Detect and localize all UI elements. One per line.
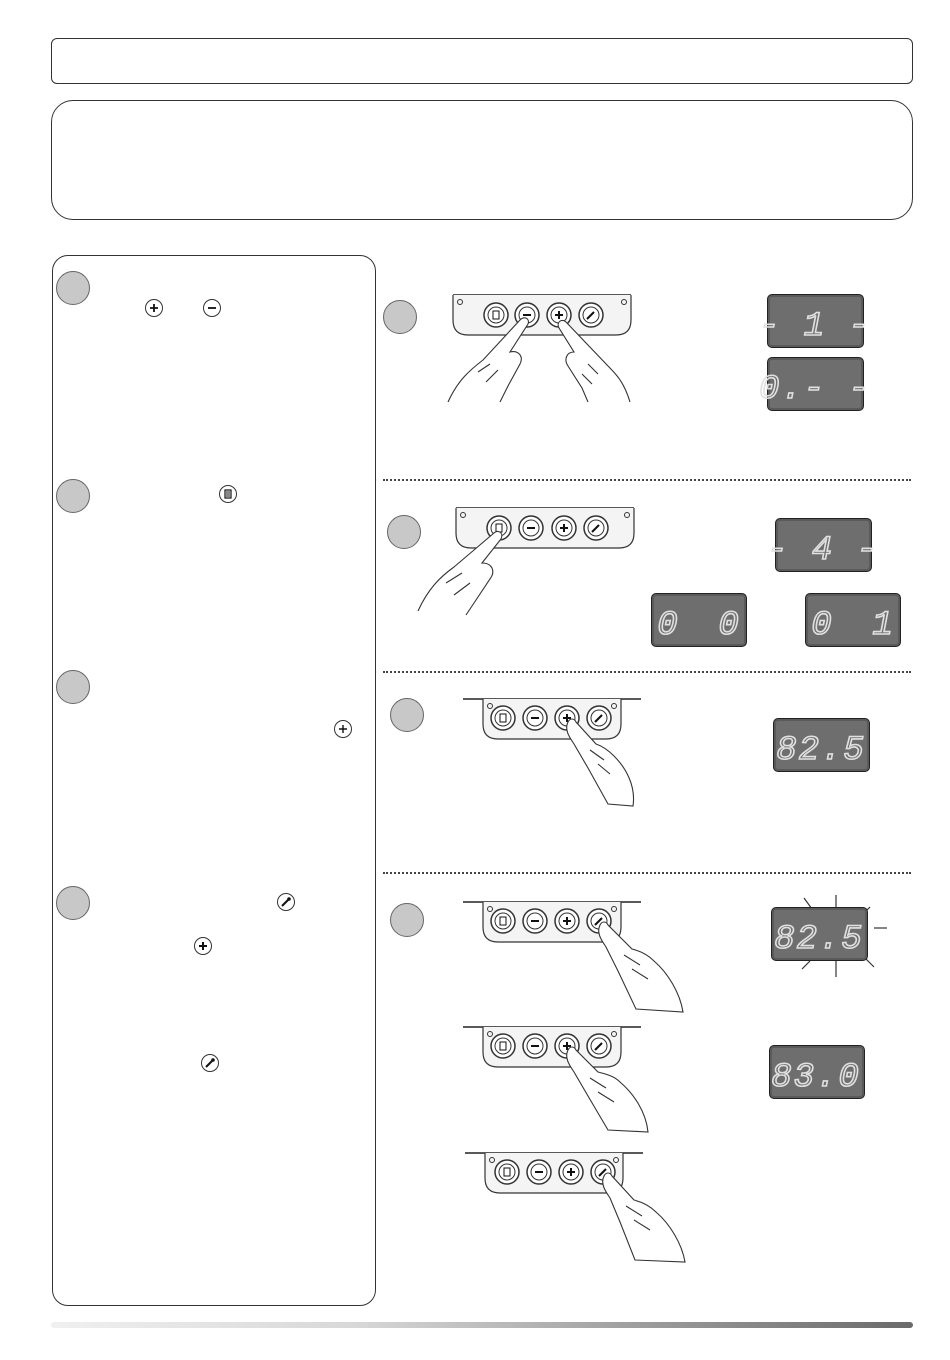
step-badge-3 (56, 670, 90, 704)
svg-text:0 0: 0 0 (657, 607, 739, 645)
menu-button (484, 303, 508, 327)
step-badge-2 (56, 479, 90, 513)
svg-text:0 1: 0 1 (811, 607, 893, 645)
separator (383, 671, 911, 673)
footer-bar (51, 1322, 913, 1328)
plus-icon (145, 299, 163, 317)
wrench-icon (277, 893, 295, 911)
lcd-display (769, 1045, 865, 1099)
menu-button (491, 706, 515, 730)
control-panel-illustration (460, 1148, 690, 1266)
plus-button (559, 1160, 583, 1184)
minus-button (519, 516, 543, 540)
menu-icon (219, 485, 237, 503)
lcd-display (766, 518, 880, 572)
menu-button (491, 1034, 515, 1058)
control-panel-illustration (448, 290, 638, 410)
plus-button (555, 909, 579, 933)
svg-text:0.- -: 0.- - (758, 371, 872, 409)
hand (603, 1173, 685, 1262)
minus-button (523, 1034, 547, 1058)
minus-button (523, 706, 547, 730)
wrench-button (587, 1034, 611, 1058)
plus-button (552, 516, 576, 540)
control-panel-illustration (458, 1022, 658, 1137)
svg-text:82.5: 82.5 (774, 921, 864, 959)
figure-badge-4 (390, 903, 424, 937)
control-panel-illustration (416, 503, 636, 618)
svg-text:83.0: 83.0 (771, 1059, 861, 1097)
svg-text:- 1 -: - 1 - (758, 308, 872, 346)
plus-icon (194, 937, 212, 955)
menu-button (491, 909, 515, 933)
menu-button (495, 1160, 519, 1184)
plus-icon (334, 720, 352, 738)
lcd-display-flashing (771, 907, 868, 961)
figure-badge-1 (383, 300, 417, 334)
wrench-button (579, 303, 603, 327)
lcd-display (758, 357, 872, 411)
lcd-display (651, 593, 747, 647)
control-panel-illustration (458, 897, 698, 1017)
lcd-display (758, 294, 872, 348)
control-panel-illustration (458, 694, 648, 812)
wrench-button (584, 516, 608, 540)
separator (383, 479, 911, 481)
svg-text:- 4 -: - 4 - (766, 532, 880, 570)
minus-button (527, 1160, 551, 1184)
hand (599, 922, 683, 1012)
wrench-icon (201, 1054, 219, 1072)
minus-button (523, 909, 547, 933)
title-box (51, 38, 913, 84)
lcd-display (805, 593, 901, 647)
separator (383, 872, 911, 874)
svg-text:82.5: 82.5 (776, 732, 866, 770)
instructions-panel (52, 255, 376, 1306)
wrench-button (587, 706, 611, 730)
lcd-display (773, 718, 870, 772)
figure-badge-3 (390, 698, 424, 732)
step-badge-1 (56, 271, 90, 305)
step-badge-4 (56, 886, 90, 920)
intro-box (51, 100, 913, 220)
minus-icon (203, 299, 221, 317)
